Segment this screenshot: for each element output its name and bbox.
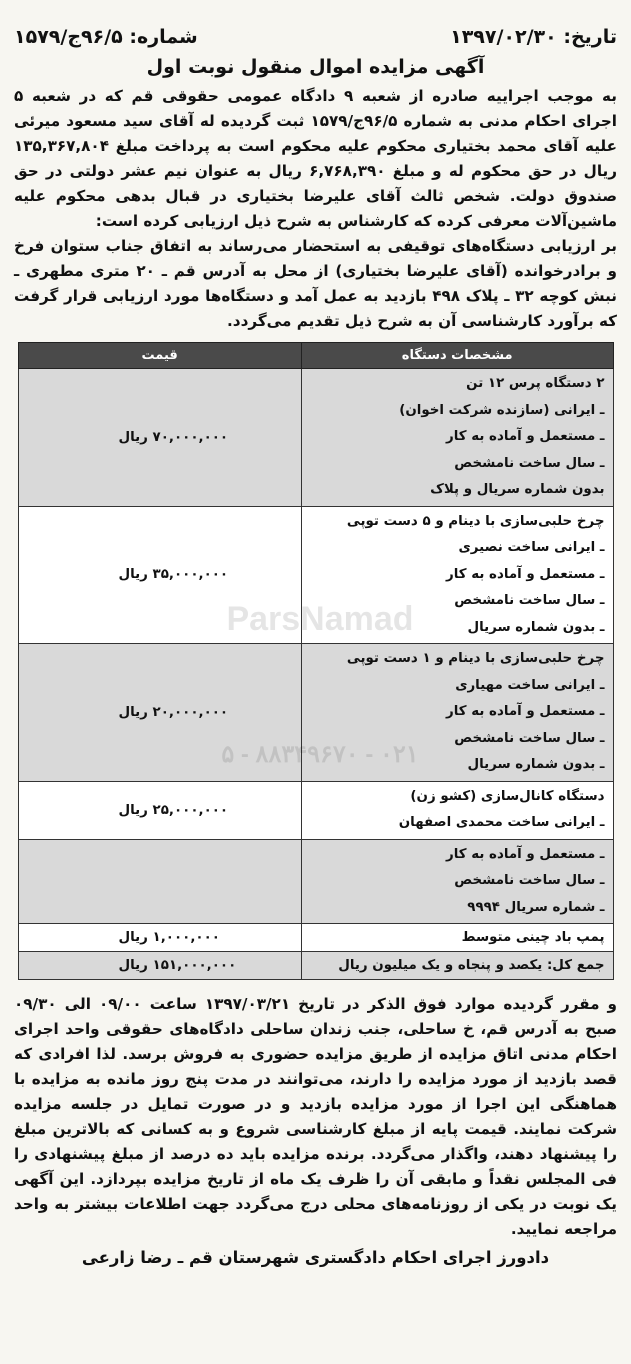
item-price: ۲۰,۰۰۰,۰۰۰ ریال [18, 644, 301, 782]
item-line: ـ مستعمل و آماده به کار [446, 846, 605, 862]
item-line: چرخ حلبی‌سازی با دینام و ۵ دست توپی [346, 513, 605, 529]
item-line: پمپ باد چینی متوسط [461, 930, 605, 945]
item-line: دستگاه کانال‌سازی (کشو زن) [410, 788, 605, 804]
item-price: ۳۵,۰۰۰,۰۰۰ ریال [18, 506, 301, 644]
total-price: ۱۵۱,۰۰۰,۰۰۰ ریال [18, 952, 301, 980]
item-line: ـ ایرانی ساخت مهیاری [455, 677, 605, 693]
notice-date: تاریخ: ۱۳۹۷/۰۲/۳۰ [450, 26, 617, 48]
item-line: ـ مستعمل و آماده به کار [446, 429, 605, 444]
item-line: ـ سال ساخت نامشخص [454, 455, 605, 471]
table-row [18, 506, 613, 644]
item-price: ۲۵,۰۰۰,۰۰۰ ریال [18, 781, 301, 839]
item-line: ـ مستعمل و آماده به کار [446, 704, 605, 719]
item-line: ـ بدون شماره سریال [467, 619, 605, 635]
header [14, 22, 617, 52]
table-row [18, 644, 613, 782]
intro-paragraph-2: بر ارزیابی دستگاه‌های توقیفی به استحضار می‌رساند به اتفاق جناب ستوان فرخ و برادرخوانده (آقای علیرضا بختیاری) از محل به آدرس قم ـ ۲۰ متری مطهری ـ نبش کوچه ۳۲ ـ پلاک ۴۹۸ بازدید به عمل آمد و دستگاه‌ها مورد ارزیابی قرار گرفت که برآورد کارشناسی آن به شرح ذیل تقدیم می‌گردد. [14, 237, 617, 330]
item-line: چرخ حلبی‌سازی با دینام و ۱ دست توپی [346, 651, 605, 666]
item-price: ۱,۰۰۰,۰۰۰ ریال [18, 924, 301, 952]
item-price: ۷۰,۰۰۰,۰۰۰ ریال [18, 369, 301, 507]
table-row [18, 924, 613, 952]
item-price [18, 839, 301, 924]
table-row [18, 781, 613, 839]
item-line: ـ بدون شماره سریال [467, 757, 605, 772]
total-label: جمع کل: یکصد و پنجاه و یک میلیون ریال [338, 958, 605, 973]
signature: دادورز اجرای احکام دادگستری شهرستان قم ـ رضا زارعی [81, 1248, 550, 1267]
item-line: ۲ دستگاه پرس ۱۲ تن [466, 376, 605, 391]
item-line: ـ مستعمل و آماده به کار [446, 566, 605, 582]
item-line: ـ سال ساخت نامشخص [454, 873, 605, 888]
item-line: ـ ایرانی (سازنده شرکت اخوان) [399, 402, 605, 418]
table-row-total [18, 952, 613, 980]
item-line: ـ شماره سریال ۹۹۹۴ [467, 899, 605, 915]
footer-paragraph: و مقرر گردیده موارد فوق الذکر در تاریخ ۱۳۹۷/۰۳/۲۱ ساعت ۰۹/۰۰ الی ۰۹/۳۰ صبح به آدرس قم، خ ساحلی، جنب زندان ساحلی دادگاه‌های حقوقی واحد اجرای احکام مدنی اتاق مزایده از طریق مزایده حضوری به فروش برسد. لذا افرادی که قصد بازدید از مورد مزایده را دارند، می‌توانند در مدت پنج روز مانده به مزایده با هماهنگی این اجرا از مورد مزایده بازدید و در صورت تمایل در جلسه مزایده شرکت نمایند. قیمت پایه از مبلغ کارشناسی شروع و به کسانی که بالاترین مبلغ را پیشنهاد دهند، واگذار می‌گردد. برنده مزایده باید ده درصد از مبلغ پیشنهادی را فی المجلس نقداً و مابقی آن را ظرف یک ماه از تاریخ مزایده بپردازد. این آگهی یک نوبت در یکی از روزنامه‌های محلی درج می‌گردد جهت اطلاعات بیشتر به واحد مراجعه نمایید. [14, 995, 617, 1238]
notice-title: آگهی مزایده اموال منقول نوبت اول [146, 56, 485, 78]
items-table [18, 342, 614, 980]
item-line: بدون شماره سریال و پلاک [430, 482, 605, 497]
column-header-price: قیمت [18, 343, 301, 369]
intro-paragraph: به موجب اجراییه صادره از شعبه ۹ دادگاه عمومی حقوقی قم که در شعبه ۵ اجرای احکام مدنی به شماره ۹۶/۵ج/۱۵۷۹ ثبت گردیده له آقای سید مسعود میرئی علیه آقای محمد بختیاری محکوم علیه محکوم است به پرداخت مبلغ ۱۳۵,۳۶۷,۸۰۴ ریال در حق محکوم له و مبلغ ۶,۷۶۸,۳۹۰ ریال به عنوان نیم عشر دولتی در حق صندوق دولت. شخص ثالث آقای علیرضا بختیاری در قبال بدهی محکوم علیه ماشین‌آلات معرفی کرده که کارشناس به شرح ذیل ارزیابی کرده است: [14, 87, 617, 230]
table-row [18, 839, 613, 924]
table-row [18, 369, 613, 507]
item-line: ـ سال ساخت نامشخص [454, 593, 605, 608]
column-header-desc: مشخصات دستگاه [301, 343, 613, 369]
item-line: ـ ایرانی ساخت محمدی اصفهان [398, 815, 605, 830]
item-line: ـ سال ساخت نامشخص [454, 730, 605, 746]
item-line: ـ ایرانی ساخت نصیری [458, 540, 605, 555]
notice-number: شماره: ۹۶/۵ج/۱۵۷۹ [14, 26, 198, 48]
